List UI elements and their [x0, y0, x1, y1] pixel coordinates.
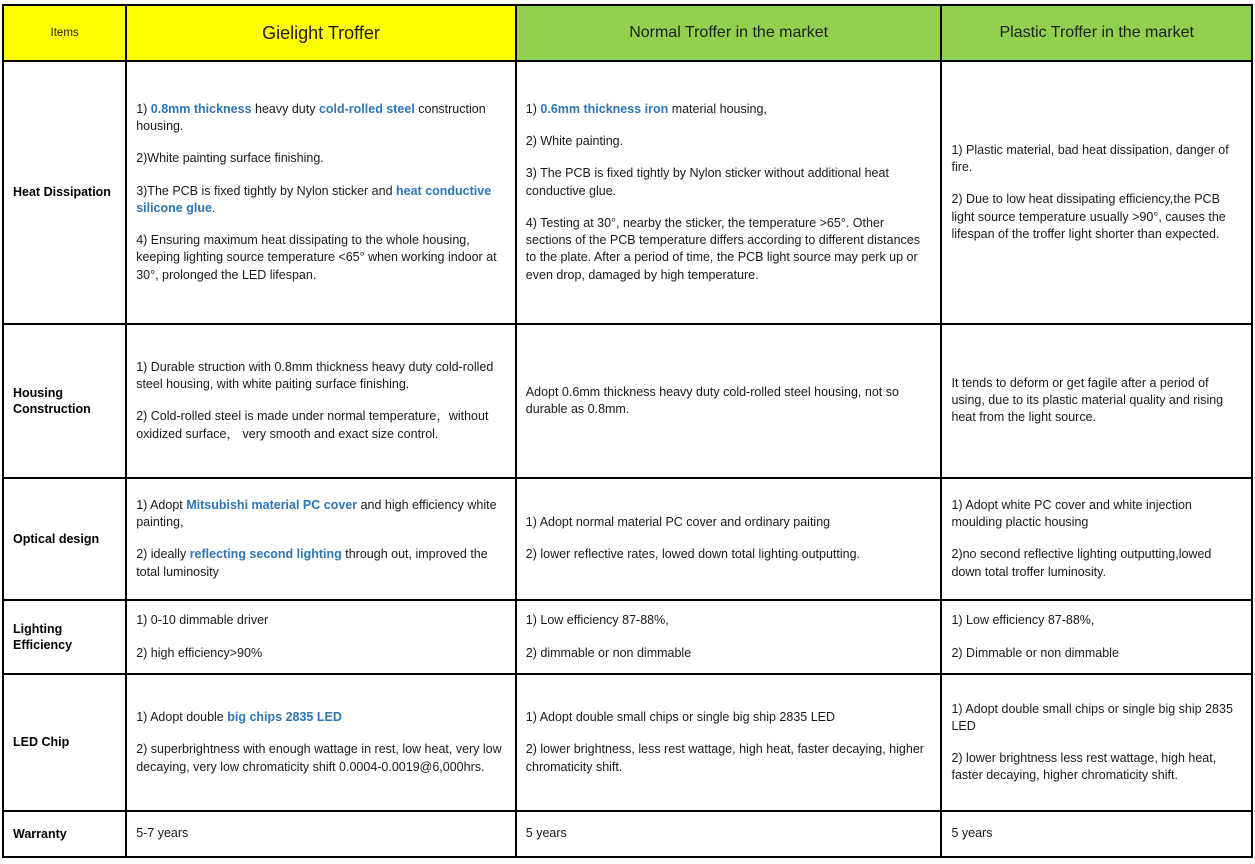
cell-paragraph: 5 years	[525, 826, 567, 841]
cell-paragraph: 2) lower brightness, less rest wattage, high heat, faster decaying, higher chromaticity shift.	[525, 742, 924, 774]
highlighted-text: heat conductive silicone glue	[136, 183, 492, 215]
cell-paragraph: Adopt 0.6mm thickness heavy duty cold-rolled steel housing, not so durable as 0.8mm.	[525, 384, 899, 416]
header-items: Items	[3, 5, 126, 61]
cell-paragraph: 2) ideally reflecting second lighting through out, improved the total luminosity	[136, 547, 488, 579]
cell-paragraph: It tends to deform or get fagile after a period of using, due to its plastic material quality and rising heat from the light source.	[951, 375, 1224, 425]
row-label-optical-design: Optical design	[3, 478, 126, 600]
cell-paragraph: 1) Adopt Mitsubishi material PC cover and high efficiency white painting,	[136, 497, 497, 530]
cell-paragraph: 2) lower reflective rates, lowed down total lighting outputting.	[525, 547, 861, 562]
highlighted-text: 0.8mm thickness	[150, 101, 252, 116]
cell-paragraph: 1) Adopt double big chips 2835 LED	[136, 710, 342, 725]
cell-warranty-gielight	[126, 811, 516, 857]
row-label-lighting-efficiency: Lighting Efficiency	[3, 600, 126, 674]
cell-paragraph: 2) high efficiency>90%	[136, 645, 263, 660]
cell-paragraph: 1) Durable struction with 0.8mm thickness heavy duty cold-rolled steel housing, with white paiting surface finishing.	[136, 359, 494, 392]
cell-optical-normal	[516, 478, 942, 600]
cell-paragraph: 5-7 years	[136, 826, 189, 841]
cell-paragraph: 4) Testing at 30°, nearby the sticker, the temperature >65°. Other sections of the PCB temperature differs according to different distances to the plate. After a period of time, the PCB light source may perk up or even drop, damaged by high temperature.	[525, 215, 920, 282]
header-row	[3, 5, 1252, 61]
cell-warranty-plastic	[941, 811, 1252, 857]
cell-paragraph: 3)The PCB is fixed tightly by Nylon sticker and heat conductive silicone glue.	[136, 183, 492, 215]
highlighted-text: reflecting second lighting	[189, 547, 342, 562]
table-row-housing-construction	[3, 324, 1252, 478]
cell-paragraph: 2) lower brightness less rest wattage, high heat, faster decaying, higher chromaticity shift.	[951, 751, 1217, 783]
row-label-led-chip: LED Chip	[3, 674, 126, 811]
cell-paragraph: 2) Due to low heat dissipating efficiency,the PCB light source temperature usually >90°, causes the lifespan of the troffer light shorter than expected.	[951, 192, 1226, 241]
cell-led-plastic	[941, 674, 1252, 811]
cell-lighting-plastic	[941, 600, 1252, 674]
cell-paragraph: 2) superbrightness with enough wattage in rest, low heat, very low decaying, very low chromaticity shift 0.0004-0.0019@6,000hrs.	[136, 742, 502, 774]
cell-paragraph: 2)White painting surface finishing.	[136, 151, 324, 166]
cell-paragraph: 2) Cold-rolled steel is made under normal temperature，without oxidized surface， very smooth and exact size control.	[136, 409, 489, 441]
header-plastic: Plastic Troffer in the market	[941, 5, 1252, 61]
cell-paragraph: 1) Low efficiency 87-88%,	[951, 613, 1095, 628]
cell-paragraph: 2) dimmable or non dimmable	[525, 645, 692, 660]
table-row-lighting-efficiency	[3, 600, 1252, 674]
cell-paragraph: 1) Adopt double small chips or single big ship 2835 LED	[525, 710, 836, 725]
cell-led-normal	[516, 674, 942, 811]
cell-paragraph: 1) 0.6mm thickness iron material housing,	[525, 101, 767, 116]
highlighted-text: big chips 2835 LED	[227, 710, 342, 725]
cell-lighting-normal	[516, 600, 942, 674]
cell-heat-plastic	[941, 61, 1252, 324]
table-row-optical-design	[3, 478, 1252, 600]
cell-paragraph: 1) Low efficiency 87-88%,	[525, 613, 669, 628]
table-row-warranty	[3, 811, 1252, 857]
cell-lighting-gielight	[126, 600, 516, 674]
table-body	[3, 61, 1252, 857]
cell-heat-gielight	[126, 61, 516, 324]
header-normal: Normal Troffer in the market	[516, 5, 942, 61]
cell-paragraph: 1) Adopt white PC cover and white injection moulding plactic housing	[951, 497, 1192, 530]
cell-housing-gielight	[126, 324, 516, 478]
row-label-heat-dissipation: Heat Dissipation	[3, 61, 126, 324]
cell-paragraph: 1) 0-10 dimmable driver	[136, 613, 269, 628]
cell-paragraph: 5 years	[951, 826, 993, 841]
comparison-table	[2, 4, 1253, 858]
cell-led-gielight	[126, 674, 516, 811]
cell-housing-normal	[516, 324, 942, 478]
cell-paragraph: 1) 0.8mm thickness heavy duty cold-rolled steel construction housing.	[136, 101, 486, 134]
cell-paragraph: 3) The PCB is fixed tightly by Nylon sticker without additional heat conductive glue.	[525, 166, 889, 198]
header-gielight: Gielight Troffer	[126, 5, 516, 61]
cell-paragraph: 1) Plastic material, bad heat dissipation, danger of fire.	[951, 142, 1229, 175]
cell-paragraph: 2) White painting.	[525, 134, 624, 149]
row-label-warranty: Warranty	[3, 811, 126, 857]
highlighted-text: cold-rolled steel	[318, 101, 415, 116]
cell-warranty-normal	[516, 811, 942, 857]
row-label-housing-construction: Housing Construction	[3, 324, 126, 478]
table-row-led-chip	[3, 674, 1252, 811]
table-row-heat-dissipation	[3, 61, 1252, 324]
highlighted-text: 0.6mm thickness iron	[540, 101, 669, 116]
cell-housing-plastic	[941, 324, 1252, 478]
cell-paragraph: 2) Dimmable or non dimmable	[951, 645, 1119, 660]
cell-paragraph: 2)no second reflective lighting outputting,lowed down total troffer luminosity.	[951, 547, 1212, 579]
highlighted-text: Mitsubishi material PC cover	[186, 497, 358, 512]
cell-paragraph: 1) Adopt double small chips or single big ship 2835 LED	[951, 701, 1233, 733]
cell-paragraph: 1) Adopt normal material PC cover and ordinary paiting	[525, 515, 831, 530]
table-header	[3, 5, 1252, 61]
cell-optical-gielight	[126, 478, 516, 600]
cell-optical-plastic	[941, 478, 1252, 600]
cell-heat-normal	[516, 61, 942, 324]
cell-paragraph: 4) Ensuring maximum heat dissipating to the whole housing, keeping lighting source temperature <65° when working indoor at 30°, prolonged the LED lifespan.	[136, 233, 497, 282]
